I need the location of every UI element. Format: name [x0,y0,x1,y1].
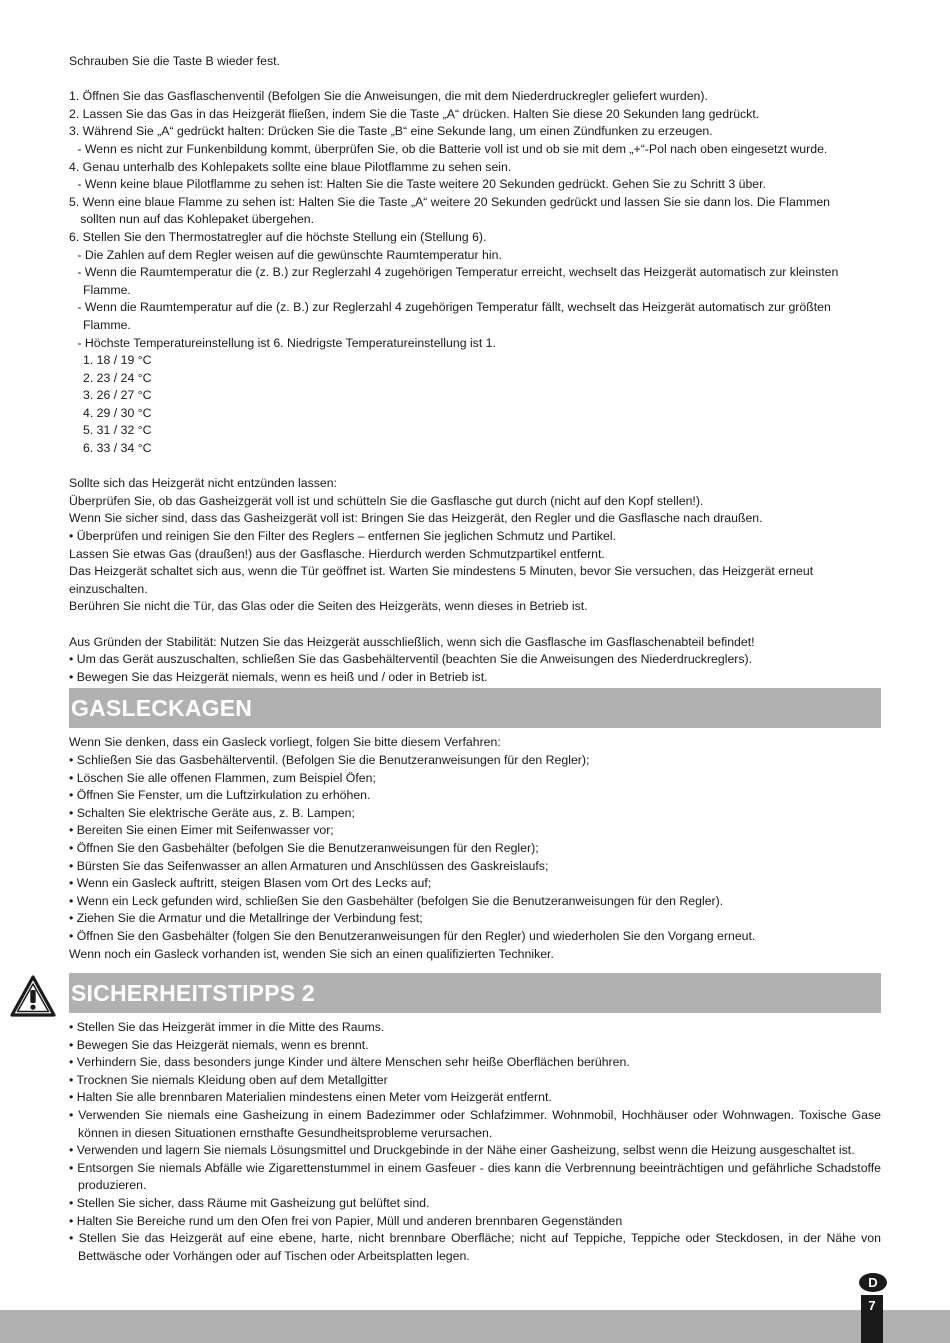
list-item: • Verhindern Sie, dass besonders junge Kinder und ältere Menschen sehr heiße Oberflächen berühren. [69,1055,630,1070]
list-item: • Trocknen Sie niemals Kleidung oben auf dem Metallgitter [69,1072,388,1087]
text-line: • Löschen Sie alle offenen Flammen, zum Beispiel Öfen; [69,770,376,785]
list-item: • Halten Sie alle brennbaren Materialien mindestens einen Meter vom Heizgerät entfernt. [69,1090,552,1105]
text-line: • Bürsten Sie das Seifenwasser an allen Armaturen und Anschlüssen des Gaskreislaufs; [69,858,549,873]
text-line: • Überprüfen und reinigen Sie den Filter des Reglers – entfernen Sie jeglichen Schmutz und Partikel. [69,529,617,544]
text-line: • Wenn ein Leck gefunden wird, schließen Sie den Gasbehälter (befolgen Sie die Benutzeranweisungen für den Regler). [69,893,724,908]
text-line: 6. 33 / 34 °C [83,441,152,456]
text-line: - Wenn die Raumtemperatur die (z. B.) zur Reglerzahl 4 zugehörigen Temperatur erreicht, wechselt das Heizgerät automatisch zur kleinsten [77,265,839,280]
list-item: • Stellen Sie das Heizgerät auf eine ebene, harte, nicht brennbare Oberfläche; nicht auf Teppiche, Teppiche oder Steckdosen, in der Nähe von Bettwäsche oder Vorhängen oder auf Tischen oder Arbeitsplatten legen. [69,1231,881,1263]
list-item: • Bewegen Sie das Heizgerät niemals, wenn es brennt. [69,1037,369,1052]
footer-bar [0,1310,950,1343]
section-heading-gasleckagen: GASLECKAGEN [69,688,881,728]
text-line: 1. Öffnen Sie das Gasflaschenventil (Befolgen Sie die Anweisungen, die mit dem Niederdruckregler geliefert wurden). [69,89,708,104]
text-line: • Schalten Sie elektrische Geräte aus, z. B. Lampen; [69,805,355,820]
list-item: • Verwenden und lagern Sie niemals Lösungsmittel und Druckgebinde in der Nähe einer Gasheizung, selbst wenn die Heizung ausgeschaltet ist. [69,1143,855,1158]
text-line: 1. 18 / 19 °C [83,353,152,368]
text-line: • Bewegen Sie das Heizgerät niemals, wenn es heiß und / oder in Betrieb ist. [69,669,488,684]
text-line: - Die Zahlen auf dem Regler weisen auf die gewünschte Raumtemperatur hin. [77,247,502,262]
list-item: • Stellen Sie das Heizgerät immer in die Mitte des Raums. [69,1020,385,1035]
text-line: • Bereiten Sie einen Eimer mit Seifenwasser vor; [69,823,334,838]
text-line: 2. Lassen Sie das Gas in das Heizgerät fließen, indem Sie die Taste „A“ drücken. Halten Sie diese 20 Sekunden lang gedrückt. [69,106,760,121]
text-line: Aus Gründen der Stabilität: Nutzen Sie das Heizgerät ausschließlich, wenn sich die Gasflasche im Gasflaschenabteil befindet! [69,634,755,649]
text-line: Lassen Sie etwas Gas (draußen!) aus der Gasflasche. Hierdurch werden Schmutzpartikel entfernt. [69,546,605,561]
list-item: • Entsorgen Sie niemals Abfälle wie Zigarettenstummel in einem Gasfeuer - dies kann die Verbrennung beeinträchtigen und gefährliche Schadstoffe produzieren. [69,1160,881,1193]
intro-section [69,53,881,686]
text-line: • Öffnen Sie den Gasbehälter (befolgen Sie die Benutzeranweisungen für den Regler); [69,840,539,855]
text-line: • Öffnen Sie den Gasbehälter (folgen Sie den Benutzeranweisungen für den Regler) und wiederholen Sie den Vorgang erneut. [69,928,756,943]
text-line: • Ziehen Sie die Armatur und die Metallringe der Verbindung fest; [69,911,423,926]
text-line: 3. 26 / 27 °C [83,388,152,403]
text-line: Das Heizgerät schaltet sich aus, wenn die Tür geöffnet ist. Warten Sie mindestens 5 Minuten, bevor Sie versuchen, das Heizgerät erneut [69,564,814,579]
blank-line [69,71,881,89]
text-line: - Wenn die Raumtemperatur auf die (z. B.) zur Reglerzahl 4 zugehörigen Temperatur fällt, wechselt das Heizgerät automatisch zur größten [77,300,831,315]
text-line: • Wenn ein Gasleck auftritt, steigen Blasen vom Ort des Lecks auf; [69,876,432,891]
text-line: einzuschalten. [69,581,148,596]
warning-triangle-icon [9,974,57,1018]
text-line: Wenn noch ein Gasleck vorhanden ist, wenden Sie sich an einen qualifizierten Techniker. [69,946,554,961]
text-line: Überprüfen Sie, ob das Gasheizgerät voll ist und schütteln Sie die Gasflasche gut durch (nicht auf den Kopf stellen!). [69,493,704,508]
list-item: • Verwenden Sie niemals eine Gasheizung in einem Badezimmer oder Schlafzimmer. Wohnmobil, Hochhäuser oder Wohnwagen. Toxische Gase können in diesen Situationen ernsthafte Gesundheitsprobleme verursachen. [69,1108,881,1140]
text-line: 4. Genau unterhalb des Kohlepakets sollte eine blaue Pilotflamme zu sehen sein. [69,159,512,174]
text-line: 2. 23 / 24 °C [83,370,152,385]
text-line: • Öffnen Sie Fenster, um die Luftzirkulation zu erhöhen. [69,788,371,803]
sicherheitstipps-list [69,1019,881,1265]
text-line: Flamme. [83,282,131,297]
text-line: 6. Stellen Sie den Thermostatregler auf die höchste Stellung ein (Stellung 6). [69,229,487,244]
text-line: 5. 31 / 32 °C [83,423,152,438]
text-line: 3. Während Sie „A“ gedrückt halten: Drücken Sie die Taste „B“ eine Sekunde lang, um einen Zündfunken zu erzeugen. [69,124,713,139]
text-line: Flamme. [83,317,131,332]
text-line: • Schließen Sie das Gasbehälterventil. (Befolgen Sie die Benutzeranweisungen für den Regler); [69,752,590,767]
blank-line [69,458,881,476]
page-content [69,53,881,1265]
text-line: Wenn Sie sicher sind, dass das Gasheizgerät voll ist: Bringen Sie das Heizgerät, den Regler und die Gasflasche nach draußen. [69,511,763,526]
text-line: 5. Wenn eine blaue Flamme zu sehen ist: Halten Sie die Taste „A“ weitere 20 Sekunden gedrückt und lassen Sie sie dann los. Die Flammen [69,194,831,209]
text-line: - Wenn keine blaue Pilotflamme zu sehen ist: Halten Sie die Taste weitere 20 Sekunden gedrückt. Gehen Sie zu Schritt 3 über. [77,177,766,192]
text-line: Berühren Sie nicht die Tür, das Glas oder die Seiten des Heizgeräts, wenn dieses in Betrieb ist. [69,599,588,614]
text-line: - Höchste Temperatureinstellung ist 6. Niedrigste Temperatureinstellung ist 1. [77,335,496,350]
text-line: Wenn Sie denken, dass ein Gasleck vorliegt, folgen Sie bitte diesem Verfahren: [69,735,501,750]
section-heading-sicherheitstipps: SICHERHEITSTIPPS 2 [69,973,881,1013]
language-badge: D [859,1273,887,1292]
text-line: Sollte sich das Heizgerät nicht entzünden lassen: [69,476,337,491]
text-line: Schrauben Sie die Taste B wieder fest. [69,54,280,68]
text-line: • Um das Gerät auszuschalten, schließen Sie das Gasbehälterventil (beachten Sie die Anweisungen des Niederdruckreglers). [69,652,753,667]
gasleckagen-section [69,734,881,963]
text-line: 4. 29 / 30 °C [83,405,152,420]
list-item: • Halten Sie Bereiche rund um den Ofen frei von Papier, Müll und anderen brennbaren Gegenständen [69,1213,623,1228]
page-number: 7 [861,1295,883,1343]
text-line: - Wenn es nicht zur Funkenbildung kommt, überprüfen Sie, ob die Batterie voll ist und ob sie mit dem „+“-Pol nach oben eingesetzt wurde. [77,141,828,156]
list-item: • Stellen Sie sicher, dass Räume mit Gasheizung gut belüftet sind. [69,1196,430,1211]
blank-line [69,616,881,634]
text-line: sollten nun auf das Kohlepaket übergehen. [80,212,315,227]
